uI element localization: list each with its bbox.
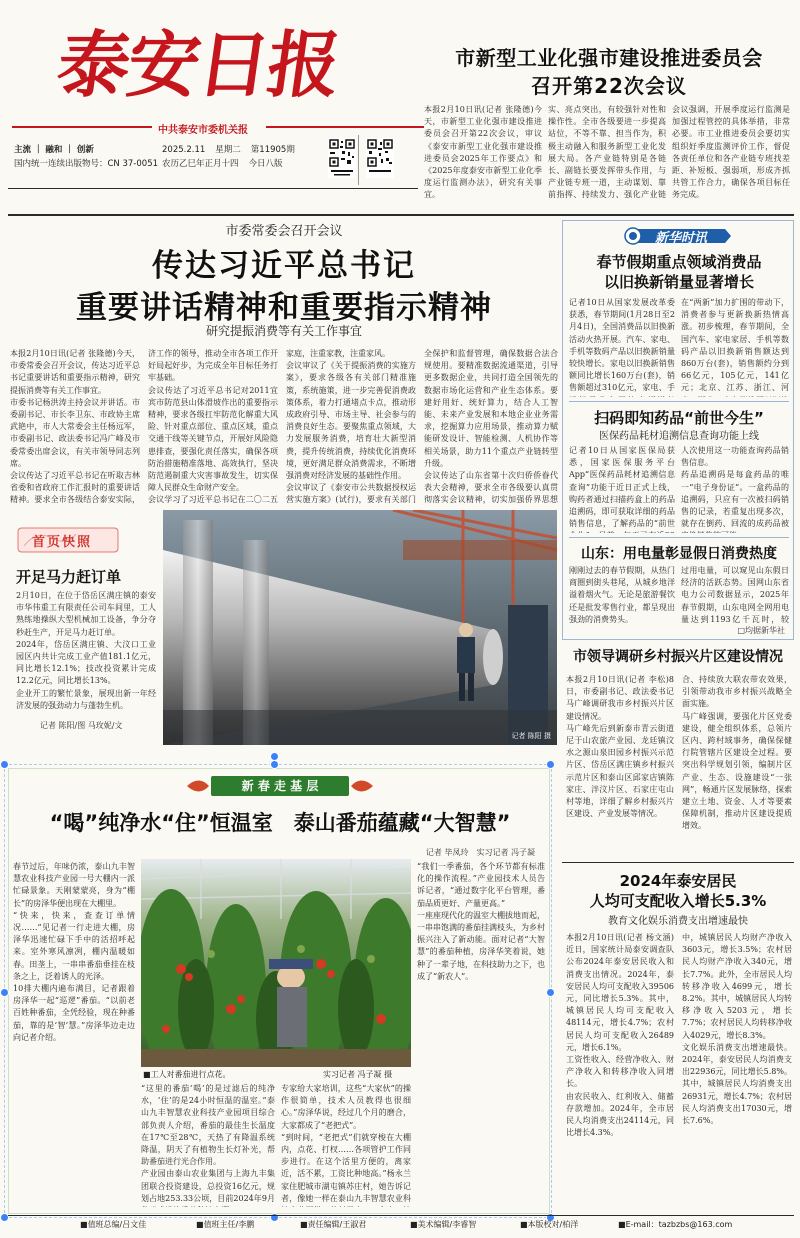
xinhua-byline-text: 均据新华社 xyxy=(745,626,785,635)
masthead-subtitle: 中共泰安市委机关报 xyxy=(158,125,248,136)
selection-handle-mid-right[interactable] xyxy=(546,988,555,997)
selection-handle-anchor[interactable] xyxy=(270,752,279,761)
masthead-bottom-rule xyxy=(8,188,418,189)
xinhua-story3-body-a: 刚刚过去的春节假期，从热门商圈到街头巷尾，从城乡地洋溢着烟火气。无论是旅游餐饮还是批发零售行业，都呈现出强劲的消费势头。 xyxy=(569,566,675,624)
xinhua-rule-1 xyxy=(569,401,789,402)
footer-email-text: E-mail：tazbzbs@163.com xyxy=(625,1220,733,1229)
top-story-body-col2: 实、亮点突出，有较强针对性和操作性。全市各级要进一步提高站位，不等不靠、担当作为，积极主动融入和服务新型工业化发展大局。各产业链特别是各链长、副链长要发挥带头作用，与产业链专班一道，主动谋划、靠前指挥、持续发力、强化产业链 xyxy=(548,105,666,200)
factory-photo-credit: 记者 陈阳 摄 xyxy=(511,732,551,740)
feature-bottom-body-col4: “我们一季番茄，各个环节都有标准化的操作流程。”产业园技术人员告诉记者，“通过数字化平台管理，番茄品质更好、产量更高。” 一座座现代化的温室大棚拔地而起，一串串饱满的番茄挂满枝头，为乡村振兴注入了新动能。面对记者“大智慧”的番茄种植，房泽华笑着说，她种了一辈子地，在科技助力之下，也成了“新农人”。 xyxy=(417,862,545,981)
tomato-photo-credit: 实习记者 冯子凝 摄 xyxy=(323,1070,393,1079)
lead-story-subhead: 研究提振消费等有关工作事宜 xyxy=(205,324,362,338)
rural-story-headline: 市领导调研乡村振兴片区建设情况 xyxy=(573,649,783,665)
xinhua-story2-body-a: 记者10日从国家医保局获悉，国家医保服务平台App“医保药品耗材追溯信息查询”功能于近日正式上线，购药者通过扫描药盒上的药品追溯码，即可获取详细的药品销售信息，了解药品的“前世 xyxy=(569,446,675,529)
xinhua-story2-subhead: 医保药品耗材追溯信息查询功能上线 xyxy=(599,431,759,442)
feature-bottom-banner-label: 新 春 走 基 层 xyxy=(241,779,319,793)
footer-rule xyxy=(8,1215,794,1216)
masthead-title: 泰安日报 xyxy=(52,22,345,107)
footer-square-icon: ■ xyxy=(196,1220,204,1229)
factory-photo xyxy=(163,510,557,745)
xinhua-badge xyxy=(621,223,737,249)
masthead-divider xyxy=(358,135,359,185)
lead-story-body-col2: 济工作的领导，推动全市各项工作开好局起好步，为完成全年目标任务打牢基础。 会议传达了习近平总书记对2011宜宾市防范县山体滑坡作出的重要指示精神，要求各级扛牢防范化解重大风险、针对重点部位、重点区域，重点交通干线等关键节点，开展好风险隐患排查，要强化责任落实，确保各项防治措施精准落地、高效执行，坚决防范遏制重大灾害事故发生，切实保障人民群众生命财产安全。 会议学习了习近平总书记在二〇二五 xyxy=(148,349,278,505)
xinhua-story1-body-b: 在“两新”加力扩围的带动下，消费者参与更新换新热情高涨。初步梳理，春节期间，全国汽车、家电家居、手机等数码产品以旧换新销售额达到860万台(套)，销售额约分到66亿元，105亿元，141亿元；北京、江苏、浙江、河 xyxy=(681,298,789,393)
rural-story-body-b: 合、持续放大联农带农效果，引领带动我市乡村振兴战略全面实施。 马广峰强调，要强化片区党委建设，健全组织体系，总领片区内、跨村域事务，确保保健行院管辖片区建设全过程。要突出科学规划引领，编制片区产业、生态、设施建设“一张网”，畅通片区发展脉络，探索建立土地、资金、人才等要素保障机制，推动片区建设提质增效。 xyxy=(682,675,792,831)
feature-bottom-byline: 记者 毕凤玲 实习记者 冯子凝 xyxy=(425,848,535,857)
masthead-rule-red-2 xyxy=(266,126,424,128)
rule-right-mid xyxy=(562,862,794,863)
issue-info xyxy=(162,143,322,183)
cn-number: 国内统一连续出版物号：CN 37-0051 xyxy=(14,159,159,169)
issue-weekday: 星期二 xyxy=(215,145,241,155)
feature-left-body: 2月10日，在位于岱岳区满庄镇的泰安市华伟重工有限责任公司车间里，工人熟练地操纵大型机械加工设备，争分夺秒赶生产，开足马力赶订单。 2024年，岱岳区满庄镇、大汶口工业园区内共计完成工业产值181.1亿元，同比增长12.1%；技改投资累计完成12.2亿元，同比增长13%。 企业开工的繁忙景象，展现出新一年经济发展的强劲动力与蓬勃生机。 xyxy=(16,591,156,710)
footer-email xyxy=(618,1219,732,1230)
top-story xyxy=(424,8,794,200)
top-story-body-col3: 会议强调，开展季度运行监测是加强过程管控的具体举措，非常必要。市工业推进委员会要切实组织好季度监测评价工作，督促各责任单位和各产业链专班找差距、补短板、强弱项，形成齐抓共管工作合力，确保各项目标任务完成。 xyxy=(672,105,790,200)
xinhua-story3-byline xyxy=(737,625,785,636)
lead-story-body-col4: 全保护和监督管理，确保数据合法合规使用。要精准数据流通渠道，引导更多数据企业，共同打造全国领先的数据市场化运营和产业生态体系。要建好用好、统好算力，结合人工智能、未来产业发展和本地企业业务需求，挖掘算力应用场景，推动算力赋能研发设计、智能检测、人机协作等相关场景，助力11个重点产业链转型升级。 会议传达了山东省第十次归侨侨眷代表大会精神，要求全市各级要认真贯彻落实会议精神，切实加强侨界思想 xyxy=(424,349,558,505)
xinhua-rule-2 xyxy=(569,537,789,538)
selection-handle-top-right[interactable] xyxy=(546,760,555,769)
xinhua-badge-label: 新华时讯 xyxy=(655,231,708,246)
caption-square-icon: ■ xyxy=(143,1070,151,1079)
footer-proofreader xyxy=(520,1219,578,1230)
issue-number: 第11905期 xyxy=(250,145,295,155)
footer-proofreader-text: 本版校对/柏洋 xyxy=(527,1220,579,1229)
top-story-headline-1: 市新型工业化强市建设推进委员会 xyxy=(455,46,763,70)
income-story-subhead: 教育文化娱乐消费支出增速最快 xyxy=(608,916,748,927)
income-story xyxy=(562,866,794,1212)
feature-left xyxy=(10,512,158,744)
masthead xyxy=(8,8,418,158)
footer-square-icon: ■ xyxy=(410,1220,418,1229)
lead-story-headline-2: 重要讲话精神和重要指示精神 xyxy=(76,290,492,326)
masthead-rule-red xyxy=(12,126,152,128)
footer-square-icon: ■ xyxy=(80,1220,88,1229)
xinhua-story1-headline-2: 以旧换新销量显著增长 xyxy=(603,273,754,291)
byline-square-icon: □ xyxy=(737,626,745,635)
feature-left-badge xyxy=(16,526,120,554)
footer-duty-editor-text: 值班总编/吕文佳 xyxy=(87,1220,147,1229)
income-story-headline-1: 2024年泰安居民 xyxy=(619,872,737,890)
xinhua-box xyxy=(562,220,794,640)
income-story-body-b: 中，城镇居民人均财产净收入3603元，增长3.5%；农村居民人均财产净收入340元，增长7.7%。此外，全市居民人均转移净收入4699元，增长8.2%。其中，城镇居民人均转移净收入5203元，增长7.7%；农村居民人均转移净收入4029元，增长8.3%。 文化娱乐消费支出增速最快。2024年，泰安居民人均消费支出22936元，同比增长5.8%。其中，城镇居民人均消费支出26931元，增长4.7%；农村居民人均消费支出17030元，增长7.6%。 xyxy=(682,933,792,1126)
xinhua-story2-body-b: 人次使用这一功能查询药品销售信息。 药品追溯码是每盒药品的唯一“电子身份证”。一盒药品的追溯码，只应有一次被扫码销售的记录，若重复出现多次，就存在倒药、回流的成药品被 xyxy=(681,446,789,529)
rural-story-body-a: 本报2月10日讯(记者 李松)8日，市委副书记、政法委书记马广峰调研我市乡村振兴片区建设情况。 马广峰先后到新泰市青云街道尼于山农旅产业园、龙廷镇汶水之源山泉田园乡村振兴示范片区、岱岳区满庄镇乡村振兴示范片区和泰山区邱家店镇陈家庄、泮汶片区、石家庄屯山村等地，详细了解乡村振兴片区建设、产业发展等情况。 xyxy=(566,675,674,819)
xinhua-story1-headline-1: 春节假期重点领域消费品 xyxy=(596,253,762,271)
rural-story xyxy=(562,644,794,856)
rule-below-top xyxy=(8,214,794,216)
footer-square-icon: ■ xyxy=(618,1220,626,1229)
footer-square-icon: ■ xyxy=(300,1220,308,1229)
qr-code-2-icon xyxy=(366,138,394,178)
top-story-headline-2: 召开第22次会议 xyxy=(531,74,687,98)
feature-bottom-body-col2: “这里的番茄‘喝’的是过滤后的纯净水，‘住’的是24小时恒温的温室。”泰山九丰智慧农业科技产业园项目综合部负责人介绍，番茄的最佳生长温度在17℃至28℃，天热了有降温系统降温，阴天了有植物生长灯补光，帮助番茄进行光合作用。 产业园由泰山农业集团与上海九丰集团联合投资建设，总投资16亿元，规划占地253.33公顷，目前2024年9月 xyxy=(141,1084,275,1203)
footer-art-editor xyxy=(410,1219,476,1230)
feature-left-badge-label: 首页快照 xyxy=(32,535,93,550)
footer-duty-director-text: 值班主任/李鹏 xyxy=(203,1220,255,1229)
income-story-body-a: 本报2月10日讯(记者 杨文涵)近日，国家统计局泰安调查队公布2024年泰安居民收入和消费支出情况。2024年，泰安居民人均可支配收入39506元，同比增长5.3%。其中，城镇居民人均可支配收入48114元，增长4.7%；农村居民人均可支配收入26489元，增长6.1%。 工资性收入、经营净收入、财产净收入和转移净收入同增长。 由农民收入、红利收入、储蓄存款增加。2024年，全市居民人均消费支出24114元，同比增长4.3%。 xyxy=(566,933,674,1138)
footer-square-icon: ■ xyxy=(520,1220,528,1229)
lead-story-kicker: 市委常委会召开会议 xyxy=(225,224,343,239)
feature-left-byline: 记者 陈阳/图 马玫妮/文 xyxy=(40,721,123,730)
top-story-body-col1: 本报2月10日讯(记者 张隆德)今天，市新型工业化强市建设推进委员会召开第22次会议，审议《泰安市新型工业化强市建设推进委员会2025年工作要点》和《2025年度泰安市新型工业化季度运行监测办法》，研究有关事宜。 xyxy=(424,105,542,200)
lead-story-body-col1: 本报2月10日讯(记者 张隆德)今天，市委常委会召开会议，传达习近平总书记重要讲话和重要指示精神，研究提振消费等有关工作事宜。 市委书记杨洪涛主持会议并讲话。市委副书记、市长李卫东、市政协主席武艳中，市人大常委会主任杨远军，市委副书记、政法委书记冯广峰及市委常委出席会议，有关市领导同志列席。 会议传达了习近平总书记在听取吉林省委和省政府工作汇报时的重要讲话精神。要求全市各级结合泰安实际， xyxy=(10,349,140,505)
masthead-motto: 主流 ｜ 融和 ｜ 创新 xyxy=(14,145,94,155)
issue-pages: 今日八版 xyxy=(248,159,283,169)
footer-duty-director xyxy=(196,1219,254,1230)
income-story-headline-2: 人均可支配收入增长5.3% xyxy=(589,892,767,910)
footer-responsible-editor-text: 责任编辑/王淑君 xyxy=(307,1220,367,1229)
selection-handle-top-mid[interactable] xyxy=(270,760,279,769)
xinhua-story1-body-a: 记者10日从国家发展改革委获悉，春节期间(1月28日至2月4日)，全国消费品以旧换新活动火热开展。汽车、家电、手机等数码产品以旧换新销量较快增长。家电以旧换新销售额同比增长160万台(套)，销售额超过310亿元，家电、手 xyxy=(569,298,675,393)
selection-handle-top-left[interactable] xyxy=(0,760,9,769)
issue-lunar: 农历乙巳年正月十四 xyxy=(162,159,239,169)
xinhua-story2-headline: 扫码即知药品“前世今生” xyxy=(594,409,764,427)
tomato-photo-caption-text: 工人对番茄进行点花。 xyxy=(150,1070,231,1079)
feature-bottom-body-col1: 春节过后，年味仍浓，泰山九丰智慧农业科技产业园一号大棚内一派忙碌景象。天刚蒙蒙亮，身为“棚长”的房泽华便出现在大棚里。 “快来，快来，查查订单情况……”见记者一行走进大棚，房泽华迅速忙碌下手中的活招呼起来。室外寒风凛冽，棚内温暖如春。田垄上，一串串番茄垂挂在枝条之上，泛着诱人的光泽。 10排大棚内遍布满目，记者跟着房泽华一起“巡逻”番茄。“以前老百姓种番茄，全凭经验，现在种番茄，靠的是‘智’慧。”房泽华边走边向记者介绍。 xyxy=(13,862,135,1042)
xinhua-story3-body-b: 过用电量，可以窥见山东假日经济的活跃态势。国网山东省电力公司数据显示，2025年春节假期，山东电网全网用电量达到1193亿千瓦时，较 xyxy=(681,566,789,624)
issue-date: 2025.2.11 xyxy=(162,145,206,155)
xinhua-story3-headline: 山东：用电量彰显假日消费热度 xyxy=(581,546,777,562)
selection-handle-mid-left[interactable] xyxy=(0,988,9,997)
lead-story xyxy=(10,218,558,508)
footer-responsible-editor xyxy=(300,1219,366,1230)
footer-art-editor-text: 美术编辑/李睿智 xyxy=(417,1220,477,1229)
feature-left-headline: 开足马力赶订单 xyxy=(16,568,122,586)
selection-frame[interactable] xyxy=(4,764,552,1218)
lead-story-body-col3: 家庭，注重家教，注重家风。 会议审议了《关于提振消费的实施方案》，要求各级各有关部门精准施策，系统施策，进一步完善促消费政策体系，着力打通堵点卡点，推动形成政府引导、市场主导、社会参与的消费良好生态。要聚焦重点领域，大力发展服务消费，培育壮大新型消费，提升传统消费，持续优化消费环境，更好满足群众消费需求，不断增强消费对经济发展的基础性作用。 会议审议了《泰安市公共数据授权运营实施方案》(试行)，要求有关部门 xyxy=(286,349,416,505)
footer-duty-editor xyxy=(80,1219,146,1230)
feature-bottom-body-col3: 专家给大家培训，这些“大家伙”的操作很简单，技术人员教得也很细心。”房泽华说，经过几个月的磨合，大家都成了“老把式”。 “到时间，“老把式”们就穿梭在大棚内，点花、打杈……各项管护工作同步进行。在这个活里方便的，离家近，活不累，工资比种地高。”杨永兰家住肥城市湖屯镇苏庄村，她告诉记者，像她一样在泰山九丰智慧农业科 xyxy=(281,1084,411,1203)
lead-story-headline-1: 传达习近平总书记 xyxy=(152,248,416,284)
feature-bottom-headline: “喝”纯净水“住”恒温室 泰山番茄蕴藏“大智慧” xyxy=(49,811,511,835)
qr-code-icon xyxy=(328,138,356,178)
